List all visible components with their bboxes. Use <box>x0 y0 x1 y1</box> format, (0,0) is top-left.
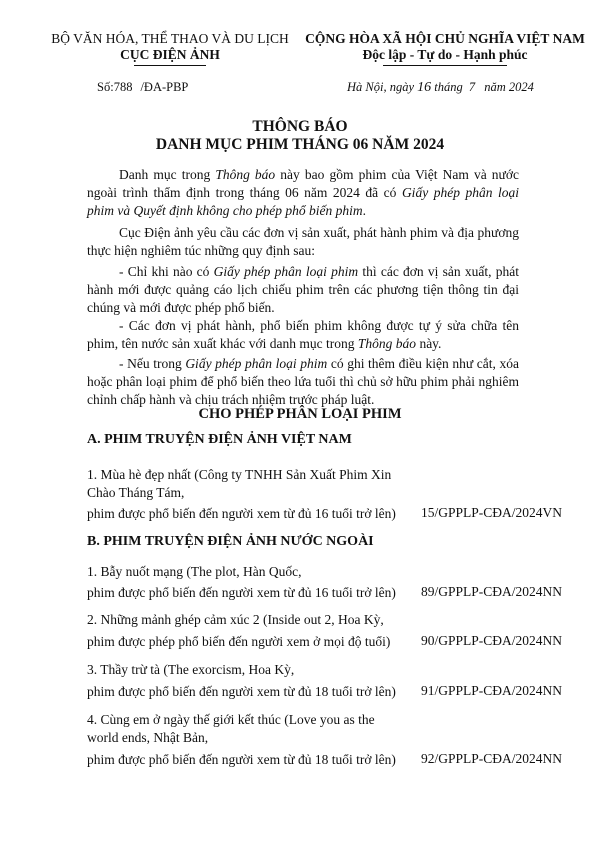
film-b2-title: 2. Những mảnh ghép cảm xúc 2 (Inside out 2, Hoa Kỳ, <box>87 612 384 627</box>
date-day: 16 <box>417 80 432 95</box>
motto-underline <box>383 65 507 66</box>
rule-paragraph-1: - Chỉ khi nào có Giấy phép phân loại phim thì các đơn vị sản xuất, phát hành mới được quảng cáo lịch chiếu phim trên các phương tiện thông tin đại chúng và mới được phép phổ biến. <box>87 264 519 315</box>
number-suffix: /ĐA-PBP <box>140 80 189 94</box>
film-b4-title-line2: world ends, Nhật Bản, <box>87 730 209 745</box>
section-a-heading: A. PHIM TRUYỆN ĐIỆN ẢNH VIỆT NAM <box>87 432 352 447</box>
film-b3-rating: phim được phổ biến đến người xem từ đủ 18 tuổi trở lên) <box>87 684 396 699</box>
department-name: CỤC ĐIỆN ẢNH <box>120 47 220 62</box>
notice-subtitle: DANH MỤC PHIM THÁNG 06 NĂM 2024 <box>155 136 445 153</box>
republic-name: CỘNG HÒA XÃ HỘI CHỦ NGHĨA VIỆT NAM <box>305 31 585 46</box>
number-label: Số: <box>97 80 114 94</box>
film-b4-title-line1: 4. Cùng em ở ngày thế giới kết thúc (Love you as the <box>87 712 375 727</box>
month-label: tháng <box>434 80 463 94</box>
rule-paragraph-3: - Nếu trong Giấy phép phân loại phim có ghi thêm điều kiện như cắt, xóa hoặc phân loại phim để phổ biến theo lứa tuổi thì chủ sở hữu phim phải nghiêm chỉnh chấp hành và chịu trách nhiệm trước pháp luật. <box>87 356 519 407</box>
film-a1-license-code: 15/GPPLP-CĐA/2024VN <box>421 505 563 520</box>
film-b1-license-code: 89/GPPLP-CĐA/2024NN <box>421 584 563 599</box>
section-b-heading: B. PHIM TRUYỆN ĐIỆN ẢNH NƯỚC NGOÀI <box>87 534 374 549</box>
year-label: năm 2024 <box>484 80 534 94</box>
film-b2-rating: phim được phép phổ biến đến người xem ở mọi độ tuổi) <box>87 634 391 649</box>
film-b4-rating: phim được phổ biến đến người xem từ đủ 18 tuổi trở lên) <box>87 752 396 767</box>
place-date-prefix: Hà Nội, ngày <box>347 80 415 94</box>
film-a1-title-line2: Chào Tháng Tám, <box>87 485 185 500</box>
film-a1-title-line1: 1. Mùa hè đẹp nhất (Công ty TNHH Sản Xuất Phim Xin <box>87 467 392 482</box>
film-b4-license-code: 92/GPPLP-CĐA/2024NN <box>421 751 563 766</box>
rule-paragraph-2: - Các đơn vị phát hành, phổ biến phim không được tự ý sửa chữa tên phim, tên nước sản xuất khác với danh mục trong Thông báo này. <box>87 318 519 351</box>
document-number <box>97 80 188 95</box>
place-date <box>347 80 534 96</box>
film-b3-title: 3. Thầy trừ tà (The exorcism, Hoa Kỳ, <box>87 662 295 677</box>
section-heading-permit: CHO PHÉP PHÂN LOẠI PHIM <box>198 406 402 422</box>
national-motto: Độc lập - Tự do - Hạnh phúc <box>362 47 528 62</box>
film-b1-title: 1. Bẫy nuốt mạng (The plot, Hàn Quốc, <box>87 564 302 579</box>
film-b1-rating: phim được phổ biến đến người xem từ đủ 16 tuổi trở lên) <box>87 585 396 600</box>
film-b3-license-code: 91/GPPLP-CĐA/2024NN <box>421 683 563 698</box>
intro-paragraph-1: Danh mục trong Thông báo này bao gồm phim của Việt Nam và nước ngoài trình thẩm định trong tháng 06 năm 2024 đã có Giấy phép phân loại phim và Quyết định không cho phép phổ biến phim. <box>87 167 520 218</box>
intro-paragraph-2: Cục Điện ảnh yêu cầu các đơn vị sản xuất, phát hành phim và địa phương thực hiện nghiêm túc những quy định sau: <box>87 225 519 258</box>
number-value: 788 <box>113 80 133 94</box>
department-underline <box>134 65 206 66</box>
film-b2-license-code: 90/GPPLP-CĐA/2024NN <box>421 633 563 648</box>
notice-title: THÔNG BÁO <box>252 118 348 135</box>
film-a1-rating: phim được phổ biến đến người xem từ đủ 16 tuổi trở lên) <box>87 506 396 521</box>
ministry-name: BỘ VĂN HÓA, THỂ THAO VÀ DU LỊCH <box>51 31 289 46</box>
date-month: 7 <box>468 80 476 94</box>
